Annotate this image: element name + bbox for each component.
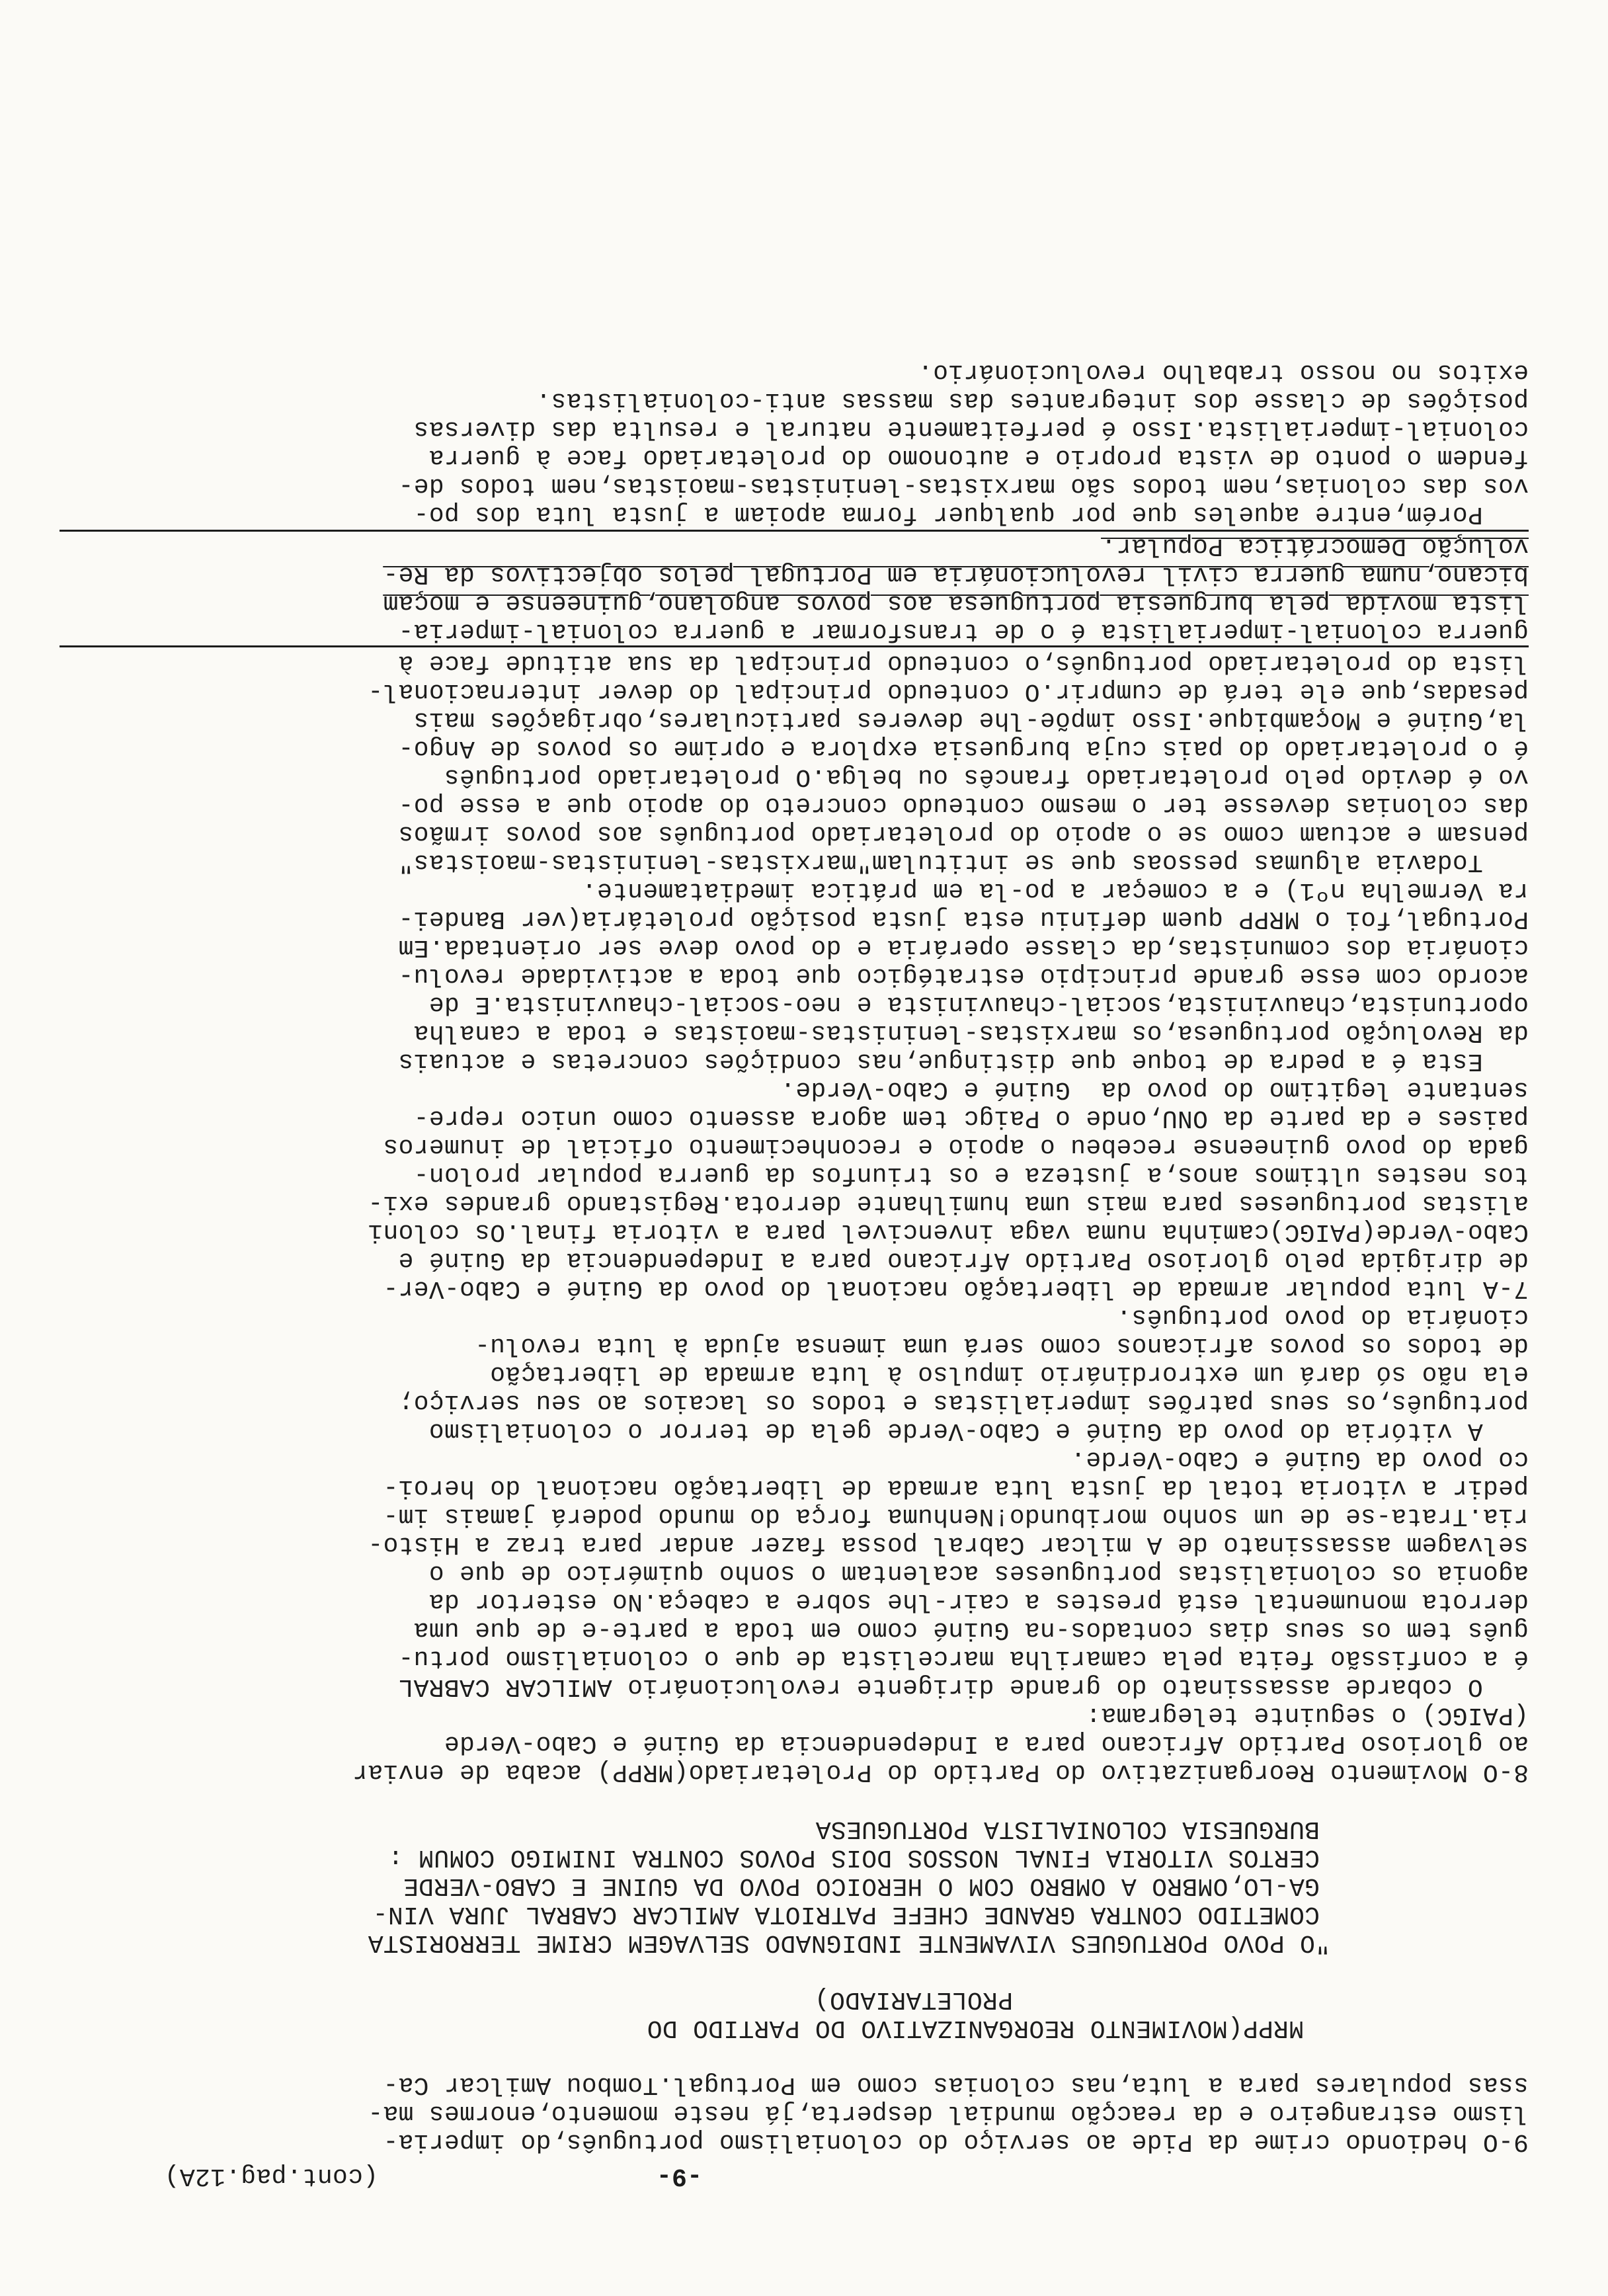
text-line: ao glorioso Partido Africano para a Independencia da Guiné e Cabo-Verde <box>444 1729 1529 1758</box>
paragraph-7 <box>60 1075 1529 1303</box>
text-line: guerra colonial-imperialista é o de transformar a guerra colonial-imperia- <box>398 617 1529 645</box>
text-line: BURGUESIA COLONIALISTA PORTUGUESA <box>815 1815 1320 1843</box>
text-line: tos nestes ultimos anos,a justeza e os triunfos da guerra popular prolon- <box>413 1161 1529 1189</box>
text-line: cionária dos comunistas,da classe operária e do povo deve ser orientada.Em <box>398 933 1529 962</box>
paragraph-8 <box>60 1701 1529 1786</box>
text-line: ra Vermelha nº1) e a começar a po-la em prática imediatamente. <box>581 876 1529 905</box>
text-line: gada do povo guineense recebeu o apoio e reconhecimento oficial de inumeros <box>383 1132 1529 1161</box>
text-line: 7-A luta popular armada de libertação nacional do povo da Guiné e Cabo-Ver- <box>383 1274 1529 1303</box>
text-line: lista movida pela burguesia portuguesa aos povos angolano,guineense e moçam <box>383 589 1529 617</box>
text-line: 8-O Movimento Reorganizativo do Partido do Proletariado(MRPP) acaba de enviar <box>352 1758 1529 1786</box>
text-line: é o proletariado do pais cuja burguesia explora e oprime os povos de Ango- <box>398 734 1529 762</box>
text-line: selvagem assassinato de A milcar Cabral possa fazer andar para traz a Histo- <box>368 1530 1529 1559</box>
text-line: colonial-imperialista.Isso é perfeitamente natural e resulta das diversas <box>413 415 1529 443</box>
text-line: vos das colonias,nem todos são marxistas-leninistas-maoistas,nem todos de- <box>398 472 1529 500</box>
text-line: posições de classe dos integrantes das massas anti-colonialistas. <box>536 386 1529 415</box>
text-line: CERTOS VITORIA FINAL NOSSOS DOIS POVOS CONTRA INIMIGO COMUM : <box>387 1843 1320 1871</box>
text-line: MRPP(MOVIMENTO REORGANIZATIVO DO PARTIDO DO <box>647 2014 1304 2042</box>
page-header <box>60 2158 1529 2190</box>
paragraph-exitos <box>60 358 1529 386</box>
text-line: la,Guiné e Moçambique.Isso impõe-lhe deveres particulares,obrigações mais <box>413 706 1529 734</box>
text-line: lismo estrangeiro e da reacção mundial desperta,já neste momento,enormes ma- <box>368 2099 1529 2127</box>
text-line: co povo da Guiné e Cabo-Verde. <box>1070 1445 1529 1473</box>
text-line: português,os seus patrões imperialistas e todos os lacaios ao seu serviço; <box>398 1388 1529 1416</box>
text-line: Esta é a pedra de toque que distingue,nas condições concretas e actuais <box>398 1047 1529 1075</box>
text-line: Porém,entre aqueles que por qualquer forma apoiam a justa luta dos po- <box>413 500 1529 528</box>
telegram-signature <box>60 1985 1304 2042</box>
text-line: ssas populares para a luta,nas colonias como em Portugal.Tombou Amilcar Ca- <box>383 2070 1529 2099</box>
text-line: acordo com esse grande principio estratégico que toda a actividade revolu- <box>398 962 1529 990</box>
continuation-note: (cont.pag.12A) <box>164 2162 378 2190</box>
text-line: oportunista,chauvinista,social-chauvinista e neo-social-chauvinista.E de <box>428 990 1529 1018</box>
text-line: vo é devido pelo proletariado francês ou belga.O proletariado português <box>444 762 1529 791</box>
text-line: exitos no nosso trabalho revolucionário. <box>917 358 1529 386</box>
paragraph-porem <box>60 386 1529 528</box>
text-line: é a confissão feita pela camarilha marcelista de que o colonialismo portu- <box>398 1644 1529 1672</box>
text-line: GA-LO,OMBRO A OMBRO COM O HEROICO POVO DA GUINE E CABO-VERDE <box>403 1871 1320 1900</box>
text-line: COMETIDO CONTRA GRANDE CHEFE PATRIOTA AMILCAR CABRAL JURA VIN- <box>372 1900 1320 1928</box>
page-number: -9- <box>656 2162 702 2190</box>
text-line: das colonias devesse ter o mesmo conteudo concreto do apoio que a esse po- <box>398 791 1529 819</box>
text-line: "O POVO PORTUGUES VIVAMENTE INDIGNADO SELVAGEM CRIME TERRORISTA <box>368 1928 1330 1957</box>
text-line: pesadas,que ele terá de cumprir.O conteudo principal do dever internacional- <box>368 677 1529 706</box>
text-line: fendem o ponto de vista proprio e autonomo do proletariado face à guerra <box>428 443 1529 472</box>
text-line: derrota monumental está prestes a cair-lhe sobre a cabeça.No estertor da <box>428 1587 1529 1616</box>
text-line: cionária do povo português. <box>1116 1303 1529 1331</box>
text-line: Cabo-Verde(PAIGC)caminha numa vaga invencivel para a vitoria final.Os coloni <box>368 1217 1529 1246</box>
paragraph-cabral <box>60 1445 1529 1701</box>
text-line: ela não só dará um extrordinário impulso à luta armada de libertação <box>489 1360 1529 1388</box>
paragraph-todavia <box>60 530 1529 876</box>
paragraph-vitoria <box>60 1303 1529 1445</box>
text-line: Portugal,foi o MRPP quem definiu esta justa posição proletária(ver Bandei- <box>398 905 1529 933</box>
text-line: (PAIGC) o seguinte telegrama: <box>1085 1701 1529 1729</box>
text-line: guês tem os seus dias contados-na Guiné como em toda a parte-e de que uma <box>413 1616 1529 1644</box>
text-line: ria.Trata-se de um sonho moribundo!Nenhuma força do mundo poderá jamais im- <box>383 1502 1529 1530</box>
text-line: paises e da parte da ONU,onde o Paigc tem agora assento como unico repre- <box>413 1104 1529 1132</box>
text-line: de dirigida pelo glorioso Partido Africano para a Independencia da Guiné e <box>398 1246 1529 1274</box>
text-line: da Revolução portuguesa,os marxistas-leninistas-maoistas e toda a canalha <box>413 1018 1529 1047</box>
text-line: bicano,numa guerra civil revolucionária em Portugal pelos objectivos da Re- <box>383 560 1529 589</box>
text-line: Todavia algumas pessoas que se intitulam"marxistas-leninistas-maoistas" <box>398 848 1529 876</box>
telegram-text <box>60 1815 1330 1957</box>
text-line: de todos os povos africanos como será uma imensa ajuda à luta revolu- <box>474 1331 1529 1360</box>
text-line: O cobarde assassinato do grande dirigente revolucionário AMILCAR CABRAL <box>398 1672 1529 1701</box>
text-line: 9-O hediondo crime da Pide ao serviço do colonialismo português,do imperia- <box>383 2127 1529 2156</box>
text-line: PROLETARIADO) <box>814 1985 1013 2014</box>
text-line: lista do proletariado português,o conteudo principal da sua atitude face à <box>398 649 1529 677</box>
text-line: volução Democrática Popular. <box>1101 532 1529 560</box>
text-line: A vitória do povo da Guiné e Cabo-Verde gela de terror o colonialismo <box>428 1416 1529 1445</box>
text-line: sentante legitimo do povo da Guiné e Cabo-Verde. <box>780 1075 1529 1104</box>
text-line: pedir a vitoria total da justa luta armada de libertação nacional do heroi- <box>383 1473 1529 1502</box>
paragraph-pedra <box>60 876 1529 1075</box>
text-line: pensam e actuam como se o apoio do proletariado português aos povos irmãos <box>398 819 1529 848</box>
paragraph-9 <box>60 2070 1529 2156</box>
text-line: alistas portugueses para mais uma humilhante derrota.Registando grandes exi- <box>368 1189 1529 1217</box>
text-line: agonia os colonialistas portugueses acalentam o sonho quimérico de que o <box>428 1559 1529 1587</box>
highlighted-passage <box>60 530 1529 647</box>
